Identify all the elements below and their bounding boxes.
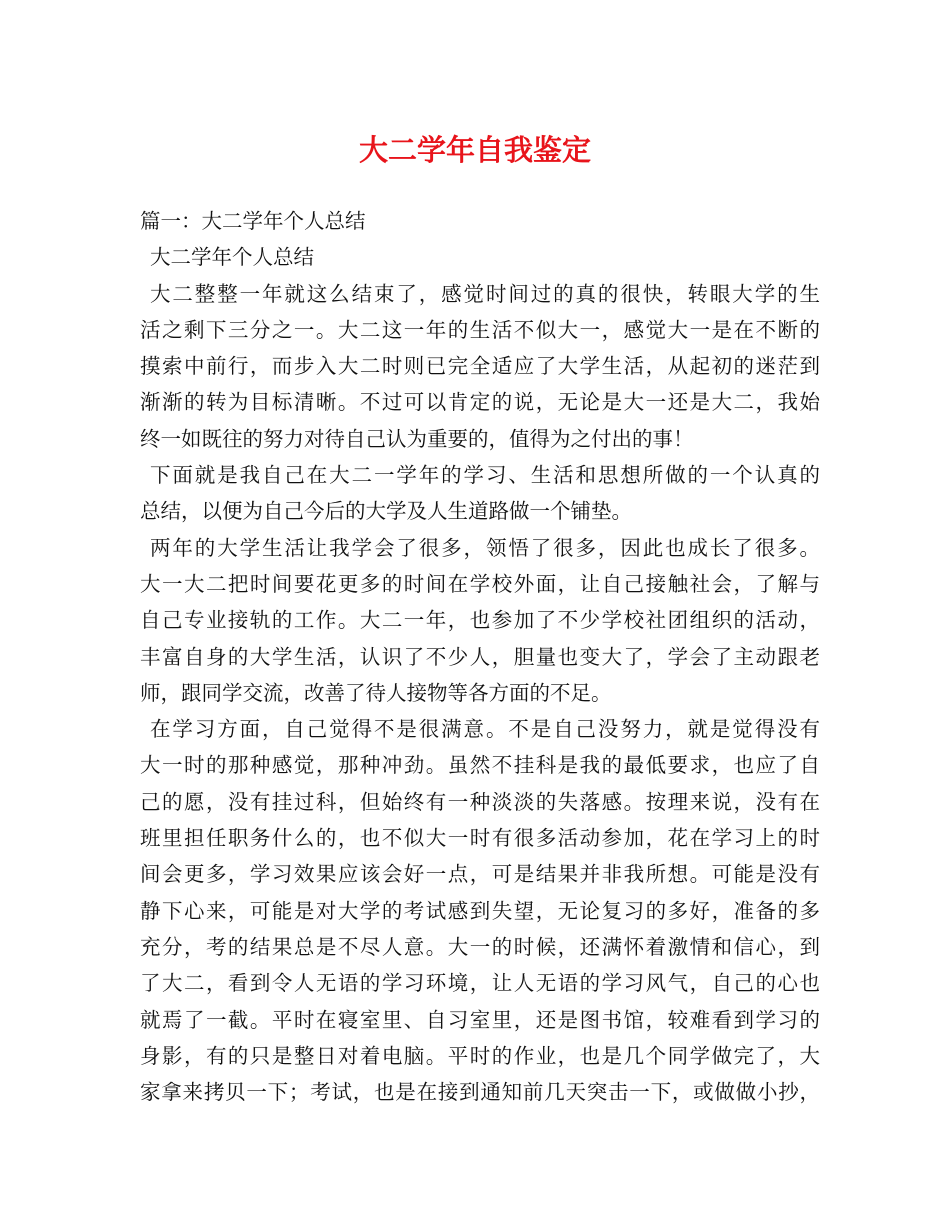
text-line: 摸索中前行，而步入大二时则已完全适应了大学生活，从起初的迷茫到 (140, 354, 820, 379)
document-title: 大二学年自我鉴定 (358, 133, 591, 167)
text-line: 丰富自身的大学生活，认识了不少人，胆量也变大了，学会了主动跟老 (140, 644, 820, 669)
text-line: 身影，有的只是整日对着电脑。平时的作业，也是几个同学做完了，大 (140, 1043, 820, 1068)
text-line: 静下心来，可能是对大学的考试感到失望，无论复习的多好，准备的多 (140, 898, 820, 923)
text-line: 间会更多，学习效果应该会好一点，可是结果并非我所想。可能是没有 (140, 862, 820, 887)
text-line: 班里担任职务什么的，也不似大一时有很多活动参加，花在学习上的时 (140, 826, 820, 851)
text-line: 充分，考的结果总是不尽人意。大一的时候，还满怀着激情和信心，到 (140, 934, 820, 959)
text-line: 两年的大学生活让我学会了很多，领悟了很多，因此也成长了很多。 (150, 535, 820, 560)
text-line: 大一时的那种感觉，那种冲劲。虽然不挂科是我的最低要求，也应了自 (140, 753, 820, 778)
text-line: 终一如既往的努力对待自己认为重要的，值得为之付出的事！ (140, 426, 694, 451)
text-line: 师，跟同学交流，改善了待人接物等各方面的不足。 (140, 680, 612, 705)
text-line: 大二学年个人总结 (150, 245, 314, 270)
text-line: 渐渐的转为目标清晰。不过可以肯定的说，无论是大一还是大二，我始 (140, 390, 820, 415)
text-line: 篇一：大二学年个人总结 (140, 209, 366, 233)
text-line: 总结，以便为自己今后的大学及人生道路做一个铺垫。 (140, 499, 632, 524)
text-line: 自己专业接轨的工作。大二一年，也参加了不少学校社团组织的活动， (140, 608, 820, 633)
text-line: 家拿来拷贝一下；考试，也是在接到通知前几天突击一下，或做做小抄， (140, 1080, 820, 1105)
document-body (140, 203, 820, 1110)
text-line: 了大二，看到令人无语的学习环境，让人无语的学习风气，自己的心也 (140, 971, 820, 996)
text-line: 大一大二把时间要花更多的时间在学校外面，让自己接触社会，了解与 (140, 571, 820, 596)
text-line: 大二整整一年就这么结束了，感觉时间过的真的很快，转眼大学的生 (150, 281, 820, 306)
text-line: 己的愿，没有挂过科，但始终有一种淡淡的失落感。按理来说，没有在 (140, 789, 820, 814)
text-line: 活之剩下三分之一。大二这一年的生活不似大一，感觉大一是在不断的 (140, 317, 820, 342)
text-line: 就焉了一截。平时在寝室里、自习室里，还是图书馆，较难看到学习的 (140, 1007, 820, 1032)
text-line: 下面就是我自己在大二一学年的学习、生活和思想所做的一个认真的 (150, 463, 820, 488)
text-line: 在学习方面，自己觉得不是很满意。不是自己没努力，就是觉得没有 (150, 717, 820, 742)
